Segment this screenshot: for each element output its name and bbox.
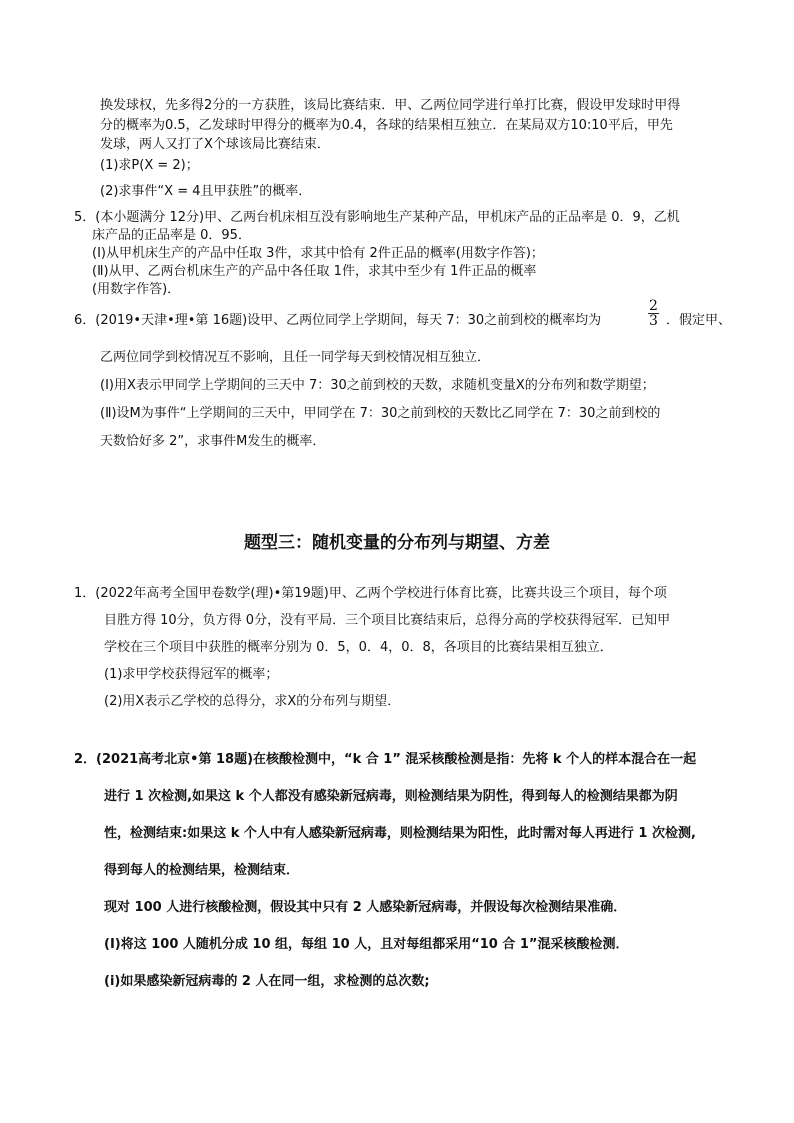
q5-text-line: (用数字作答)．	[92, 282, 181, 297]
q2-text-line: 得到每人的检测结果，检测结束．	[104, 863, 300, 878]
q5-sub-1: (Ⅰ)从甲机床生产的产品中任取 3件，求其中恰有 2件正品的概率(用数字作答)；	[92, 246, 544, 261]
q6-text-line: 天数恰好多 2”，求事件M发生的概率．	[100, 434, 326, 449]
sub-question-2: (2)求事件“X = 4且甲获胜”的概率．	[100, 184, 312, 199]
q5-text-line: 5．(本小题满分 12分)甲、乙两台机床相互没有影响地生产某种产品，甲机床产品的正品率是 0．9，乙机	[74, 210, 680, 225]
q2-text-line: 进行 1 次检测,如果这 k 个人都没有感染新冠病毒，则检测结果为阴性，得到每人的检测结果都为阴	[104, 789, 678, 804]
question-text-line: 分的概率为0.5，乙发球时甲得分的概率为0.4，各球的结果相互独立．在某局双方10:10平后，甲先	[100, 118, 673, 133]
q1-sub-1: (1)求甲学校获得冠军的概率；	[104, 667, 279, 682]
fraction-numerator: 2	[649, 298, 658, 314]
q1-text-line: 学校在三个项目中获胜的概率分别为 0．5，0．4，0．8，各项目的比赛结果相互独立．	[104, 640, 613, 655]
fraction-two-thirds	[648, 299, 659, 328]
q5-sub-2: (Ⅱ)从甲、乙两台机床生产的产品中各任取 1件，求其中至少有 1件正品的概率	[92, 264, 537, 279]
q1-text-line: 1．(2022年高考全国甲卷数学(理)•第19题)甲、乙两个学校进行体育比赛，比赛共设三个项目，每个项	[74, 586, 667, 601]
fraction-denominator: 3	[649, 313, 658, 329]
sub-question-1: (1)求P(X = 2)；	[100, 158, 199, 173]
q5-text-line: 床产品的正品率是 0．95．	[92, 228, 251, 243]
q6-sub-1: (Ⅰ)用X表示甲同学上学期间的三天中 7：30之前到校的天数，求随机变量X的分布列和数学期望；	[100, 378, 655, 393]
section-title: 题型三：随机变量的分布列与期望、方差	[244, 533, 550, 553]
q2-sub-i: (i)如果感染新冠病毒的 2 人在同一组，求检测的总次数;	[104, 974, 430, 989]
q6-sub-2: (Ⅱ)设M为事件“上学期间的三天中，甲同学在 7：30之前到校的天数比乙同学在 7：30之前到校的	[100, 406, 661, 421]
q1-sub-2: (2)用X表示乙学校的总得分，求X的分布列与期望．	[104, 694, 401, 709]
q2-text-line: 性，检测结束:如果这 k 个人中有人感染新冠病毒，则检测结果为阳性，此时需对每人再进行 1 次检测,	[104, 826, 696, 841]
q1-text-line: 目胜方得 10分，负方得 0分，没有平局．三个项目比赛结束后，总得分高的学校获得冠军．已知甲	[104, 613, 671, 628]
question-text-line: 换发球权，先多得2分的一方获胜，该局比赛结束．甲、乙两位同学进行单打比赛，假设甲发球时甲得	[100, 98, 681, 113]
q2-sub-1: (Ⅰ)将这 100 人随机分成 10 组，每组 10 人，且对每组都采用“10 合 1”混采核酸检测．	[104, 937, 629, 952]
q6-text-line: 6．(2019•天津•理•第 16题)设甲、乙两位同学上学期间，每天 7：30之前到校的概率均为	[74, 313, 602, 328]
q2-text-line: 2．(2021高考北京•第 18题)在核酸检测中，“k 合 1” 混采核酸检测是指：先将 k 个人的样本混合在一起	[74, 752, 697, 767]
question-text-line: 发球，两人又打了X个球该局比赛结束．	[100, 137, 330, 152]
q6-text-line: ．假定甲、	[666, 313, 732, 328]
q6-text-line: 乙两位同学到校情况互不影响，且任一同学每天到校情况相互独立．	[100, 350, 491, 365]
q2-text-line: 现对 100 人进行核酸检测，假设其中只有 2 人感染新冠病毒，并假设每次检测结果准确．	[104, 900, 627, 915]
